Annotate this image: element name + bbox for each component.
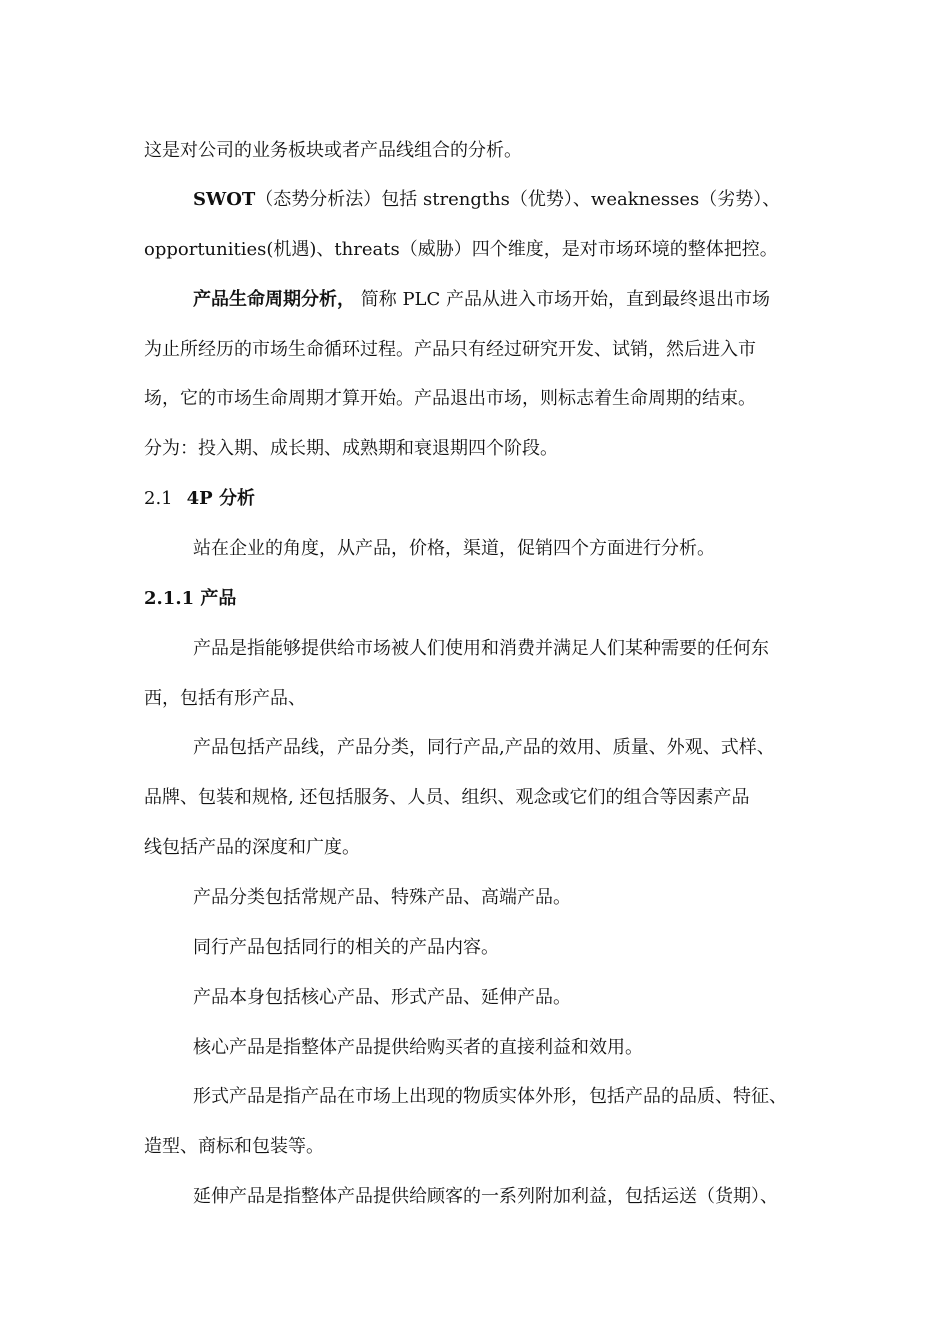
paragraph-portfolio-analysis: 这是对公司的业务板块或者产品线组合的分析。 [144,140,522,161]
paragraph-product-includes-line-2: 品牌、包装和规格, 还包括服务、人员、组织、观念或它们的组合等因素产品 [144,787,750,808]
paragraph-plc-line-2: 为止所经历的市场生命循环过程。产品只有经过研究开发、试销，然后进入市 [144,339,756,360]
paragraph-swot-line-1 [193,187,780,213]
paragraph-core-product: 核心产品是指整体产品提供给购买者的直接利益和效用。 [193,1037,643,1058]
paragraph-plc-line-3: 场，它的市场生命周期才算开始。产品退出市场，则标志着生命周期的结束。 [144,388,756,409]
section-title: 4P 分析 [186,488,255,509]
plc-line-1-text: 简称 PLC 产品从进入市场开始，直到最终退出市场 [355,289,770,310]
swot-line-1-text: （态势分析法）包括 strengths（优势）、weaknesses（劣势）、 [255,189,781,210]
plc-term: 产品生命周期分析， [193,289,355,310]
paragraph-extended-product-line-1: 延伸产品是指整体产品提供给顾客的一系列附加利益，包括运送（货期）、 [193,1186,778,1207]
paragraph-product-includes-line-1: 产品包括产品线，产品分类，同行产品,产品的效用、质量、外观、式样、 [193,737,775,758]
section-heading-2-1 [144,486,255,512]
paragraph-product-categories: 产品分类包括常规产品、特殊产品、高端产品。 [193,887,571,908]
paragraph-peer-products: 同行产品包括同行的相关的产品内容。 [193,937,499,958]
paragraph-plc-line-1 [193,287,770,313]
paragraph-swot-line-2: opportunities(机遇)、threats（威胁）四个维度，是对市场环境的整体把控。 [144,239,778,260]
paragraph-4p-intro: 站在企业的角度，从产品，价格，渠道，促销四个方面进行分析。 [193,538,715,559]
section-heading-2-1-1: 2.1.1 产品 [144,588,237,609]
paragraph-product-itself: 产品本身包括核心产品、形式产品、延伸产品。 [193,987,571,1008]
paragraph-product-def-line-1: 产品是指能够提供给市场被人们使用和消费并满足人们某种需要的任何东 [193,638,769,659]
paragraph-product-def-line-2: 西，包括有形产品、 [144,688,306,709]
section-number: 2.1 [144,488,173,509]
paragraph-formal-product-line-2: 造型、商标和包装等。 [144,1136,324,1157]
paragraph-plc-line-4: 分为：投入期、成长期、成熟期和衰退期四个阶段。 [144,438,558,459]
paragraph-formal-product-line-1: 形式产品是指产品在市场上出现的物质实体外形，包括产品的品质、特征、 [193,1086,787,1107]
swot-term: SWOT [193,189,256,210]
paragraph-product-includes-line-3: 线包括产品的深度和广度。 [144,837,360,858]
